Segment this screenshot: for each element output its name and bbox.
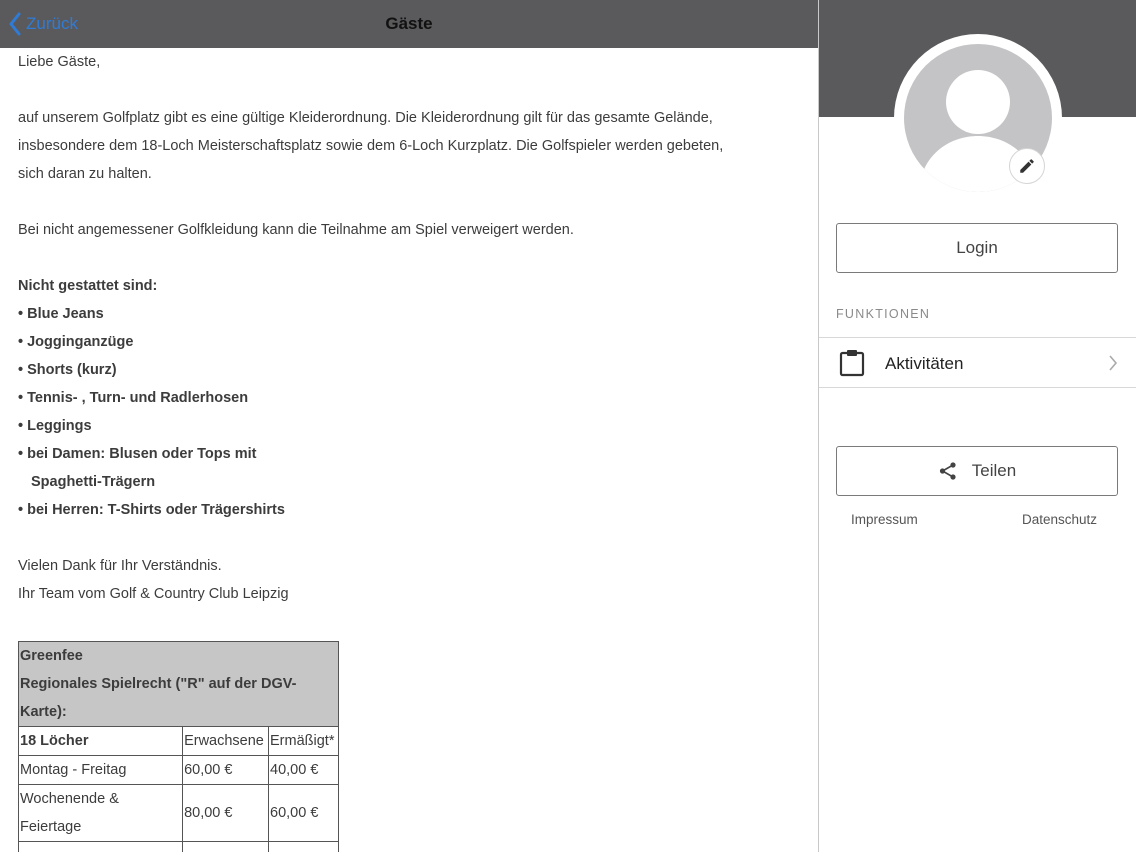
pencil-icon: [1018, 157, 1036, 175]
list-item: • bei Damen: Blusen oder Tops mit: [18, 446, 257, 462]
edit-avatar-button[interactable]: [1009, 148, 1045, 184]
paragraph-line: auf unserem Golfplatz gibt es eine gültige Kleiderordnung. Die Kleiderordnung gilt für das gesamte Gelände,: [18, 110, 713, 126]
list-heading: Nicht gestattet sind:: [18, 278, 158, 294]
table-header-line: Karte):: [20, 704, 67, 720]
table-row: [19, 785, 339, 842]
list-item: • Tennis- , Turn- und Radlerhosen: [18, 390, 249, 406]
list-item: • Leggings: [18, 418, 92, 434]
table-columns-row: [19, 727, 339, 756]
table-header-line: Greenfee: [20, 648, 83, 664]
greenfee-table: [18, 641, 339, 852]
back-label: Zurück: [26, 14, 78, 33]
page-title: Gäste: [385, 14, 433, 33]
table-header-row: [19, 642, 339, 727]
list-item: • bei Herren: T-Shirts oder Trägershirts: [18, 502, 285, 518]
paragraph-line: sich daran zu halten.: [18, 166, 152, 182]
table-cell: Montag - Freitag: [19, 756, 183, 785]
clipboard-icon: [839, 349, 865, 377]
signature-text: Ihr Team vom Golf & Country Club Leipzig: [18, 586, 289, 602]
table-cell: [19, 842, 183, 852]
thanks-text: Vielen Dank für Ihr Verständnis.: [18, 558, 222, 574]
table-row: [19, 756, 339, 785]
table-cell: 80,00 €: [183, 785, 269, 842]
table-cell: [269, 842, 339, 852]
content-area: [18, 48, 808, 608]
login-button[interactable]: [836, 223, 1118, 273]
impressum-link[interactable]: Impressum: [851, 512, 918, 527]
column-header: Erwachsene: [183, 727, 269, 756]
table-cell: 60,00 €: [269, 785, 339, 842]
greeting-text: Liebe Gäste,: [18, 54, 101, 70]
list-item: • Blue Jeans: [18, 306, 104, 322]
login-label: Login: [956, 238, 998, 257]
list-item: • Shorts (kurz): [18, 362, 117, 378]
list-item: • Jogginganzüge: [18, 334, 134, 350]
activities-label: Aktivitäten: [885, 354, 964, 373]
section-label: FUNKTIONEN: [836, 307, 931, 321]
table-header-line: Regionales Spielrecht ("R" auf der DGV-: [20, 676, 297, 692]
activities-row[interactable]: [819, 337, 1136, 388]
table-cell: 40,00 €: [269, 756, 339, 785]
chevron-right-icon: [1108, 355, 1118, 371]
table-cell-line: Wochenende &: [20, 791, 119, 807]
table-header-cell: [19, 642, 339, 727]
column-header: 18 Löcher: [19, 727, 183, 756]
datenschutz-link[interactable]: Datenschutz: [1022, 512, 1098, 527]
column-header: Ermäßigt*: [269, 727, 339, 756]
paragraph-line: insbesondere dem 18-Loch Meisterschaftsplatz sowie dem 6-Loch Kurzplatz. Die Golfspieler werden gebeten,: [18, 138, 724, 154]
share-icon: [938, 461, 958, 481]
table-row: [19, 842, 339, 852]
share-button[interactable]: [836, 446, 1118, 496]
list-item-continued: Spaghetti-Trägern: [31, 474, 156, 490]
table-cell: 60,00 €: [183, 756, 269, 785]
table-cell: [19, 785, 183, 842]
table-cell-line: Feiertage: [20, 819, 82, 835]
table-cell: [183, 842, 269, 852]
share-label: Teilen: [971, 461, 1017, 480]
paragraph-text: Bei nicht angemessener Golfkleidung kann die Teilnahme am Spiel verweigert werden.: [18, 222, 574, 238]
navigation-bar: [0, 0, 818, 48]
panel-divider: [818, 0, 819, 852]
